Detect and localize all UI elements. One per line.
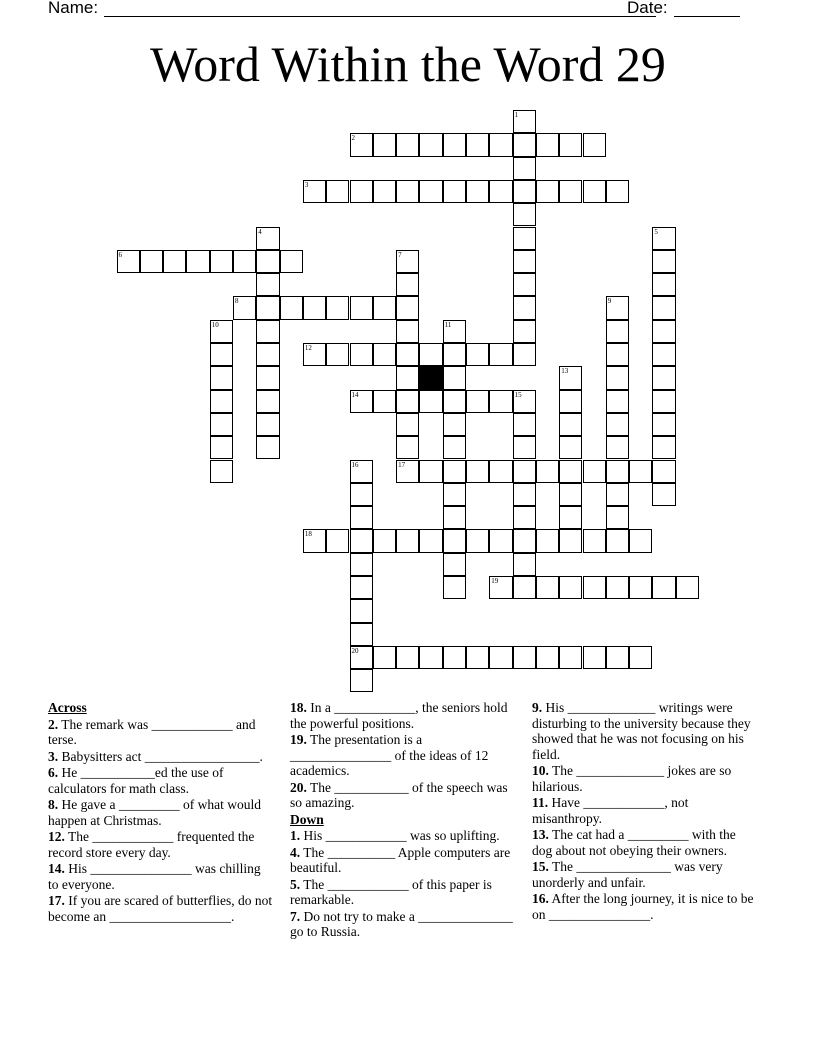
clue-across-12	[48, 829, 274, 860]
clue-column-1	[48, 700, 274, 925]
grid-cell[interactable]	[489, 343, 512, 366]
grid-cell[interactable]	[210, 250, 233, 273]
grid-cell[interactable]	[373, 343, 396, 366]
clue-number: 13.	[532, 827, 549, 842]
grid-cell[interactable]	[466, 343, 489, 366]
grid-cell[interactable]	[443, 529, 466, 552]
grid-cell[interactable]	[443, 413, 466, 436]
grid-cell[interactable]	[536, 180, 559, 203]
grid-cell[interactable]	[652, 576, 675, 599]
grid-cell[interactable]	[443, 483, 466, 506]
grid-cell[interactable]	[536, 529, 559, 552]
grid-cell[interactable]	[303, 343, 326, 366]
grid-cell[interactable]	[652, 227, 675, 250]
down-heading: Down	[290, 811, 324, 827]
grid-cell[interactable]	[303, 180, 326, 203]
grid-cell[interactable]	[303, 529, 326, 552]
clue-across-20	[290, 780, 516, 811]
cell-number: 18	[304, 530, 312, 539]
grid-cell[interactable]	[606, 460, 629, 483]
clue-text: Babysitters act _________________.	[58, 748, 263, 764]
clue-down-10	[532, 763, 758, 794]
grid-cell[interactable]	[606, 180, 629, 203]
grid-cell[interactable]	[443, 553, 466, 576]
grid-cell[interactable]	[419, 460, 442, 483]
clue-text: His _____________ writings were disturbing to the university because they showed that he was not focusing on his field.	[532, 700, 751, 762]
grid-cell[interactable]	[396, 413, 419, 436]
clue-number: 16.	[532, 891, 549, 906]
clue-number: 7.	[290, 908, 301, 924]
clue-across-2	[48, 717, 274, 748]
grid-cell[interactable]	[210, 320, 233, 343]
grid-cell[interactable]	[419, 343, 442, 366]
cell-number: 14	[351, 390, 359, 399]
grid-cell[interactable]	[629, 529, 652, 552]
clue-text: His ____________ was so uplifting.	[300, 828, 500, 843]
page-title: Word Within the Word 29	[150, 36, 666, 92]
grid-cell[interactable]	[373, 646, 396, 669]
grid-cell[interactable]	[559, 390, 582, 413]
grid-cell[interactable]	[489, 390, 512, 413]
cell-number: 11	[444, 320, 452, 329]
grid-cell[interactable]	[536, 646, 559, 669]
cell-number: 13	[561, 367, 569, 376]
clue-number: 10.	[532, 763, 549, 778]
grid-cell[interactable]	[210, 390, 233, 413]
grid-cell[interactable]	[443, 460, 466, 483]
grid-cell[interactable]	[443, 366, 466, 389]
clue-number: 1.	[290, 828, 301, 843]
grid-cell[interactable]	[489, 460, 512, 483]
grid-cell[interactable]	[326, 529, 349, 552]
grid-cell[interactable]	[652, 413, 675, 436]
grid-cell[interactable]	[210, 343, 233, 366]
name-label: Name:	[48, 0, 99, 17]
grid-cell[interactable]	[256, 343, 279, 366]
grid-cell[interactable]	[583, 576, 606, 599]
clue-down-11	[532, 795, 758, 826]
grid-cell[interactable]	[350, 576, 373, 599]
grid-cell[interactable]	[396, 250, 419, 273]
cell-number: 1	[514, 111, 519, 119]
grid-cell[interactable]	[559, 460, 582, 483]
grid-cell[interactable]	[629, 576, 652, 599]
grid-cell[interactable]	[513, 576, 536, 599]
grid-cell[interactable]	[513, 203, 536, 226]
grid-cell[interactable]	[419, 529, 442, 552]
grid-cell[interactable]	[513, 250, 536, 273]
cell-number: 19	[491, 577, 499, 585]
clue-text: The presentation is a _______________ of the ideas of 12 academics.	[290, 732, 489, 778]
cell-number: 10	[211, 320, 219, 329]
clue-number: 5.	[290, 876, 301, 892]
grid-cell[interactable]	[419, 390, 442, 413]
clue-down-7	[290, 909, 516, 940]
grid-cell[interactable]	[419, 180, 442, 203]
grid-cell[interactable]	[396, 343, 419, 366]
grid-cell[interactable]	[350, 623, 373, 646]
clue-number: 3.	[48, 748, 59, 764]
grid-cell[interactable]	[559, 576, 582, 599]
grid-cell[interactable]	[210, 366, 233, 389]
grid-cell[interactable]	[443, 506, 466, 529]
grid-cell[interactable]	[443, 436, 466, 459]
grid-cell[interactable]	[513, 180, 536, 203]
grid-cell[interactable]	[513, 343, 536, 366]
clue-down-5	[290, 877, 516, 908]
clue-number: 2.	[48, 716, 59, 732]
clue-column-3	[532, 700, 758, 923]
grid-cell[interactable]	[350, 390, 373, 413]
grid-cell[interactable]	[513, 413, 536, 436]
grid-cell[interactable]	[117, 250, 140, 273]
grid-cell[interactable]	[466, 390, 489, 413]
cell-number: 12	[304, 344, 312, 352]
clue-text: The ___________ of the speech was so amazing.	[290, 779, 508, 810]
grid-cell[interactable]	[233, 296, 256, 319]
clue-text: The _____________ jokes are so hilarious.	[532, 763, 732, 794]
grid-cell[interactable]	[256, 296, 279, 319]
grid-cell[interactable]	[652, 483, 675, 506]
grid-cell[interactable]	[652, 273, 675, 296]
grid-cell[interactable]	[513, 506, 536, 529]
clue-down-16	[532, 891, 758, 922]
grid-cell[interactable]	[466, 646, 489, 669]
grid-cell[interactable]	[373, 180, 396, 203]
clue-across-14	[48, 861, 274, 892]
grid-cell[interactable]	[583, 180, 606, 203]
clue-number: 17.	[48, 893, 65, 908]
grid-cell[interactable]	[210, 460, 233, 483]
grid-cell[interactable]	[536, 576, 559, 599]
grid-cell[interactable]	[373, 133, 396, 156]
clue-down-9	[532, 700, 758, 762]
grid-cell[interactable]	[396, 436, 419, 459]
grid-cell[interactable]	[629, 646, 652, 669]
clue-across-18	[290, 700, 516, 731]
grid-cell[interactable]	[443, 646, 466, 669]
grid-cell[interactable]	[489, 133, 512, 156]
grid-cell[interactable]	[256, 413, 279, 436]
grid-cell[interactable]	[443, 576, 466, 599]
grid-cell[interactable]	[606, 366, 629, 389]
grid-cell[interactable]	[559, 646, 582, 669]
grid-cell[interactable]	[559, 529, 582, 552]
grid-cell[interactable]	[256, 227, 279, 250]
grid-cell[interactable]	[396, 296, 419, 319]
grid-cell[interactable]	[606, 343, 629, 366]
grid-cell[interactable]	[489, 529, 512, 552]
grid-cell[interactable]	[373, 296, 396, 319]
grid-cell[interactable]	[513, 296, 536, 319]
grid-cell[interactable]	[583, 460, 606, 483]
clue-text: The cat had a _________ with the dog about not obeying their owners.	[532, 827, 736, 858]
grid-cell[interactable]	[513, 133, 536, 156]
grid-cell[interactable]	[489, 180, 512, 203]
cell-number: 2	[351, 134, 355, 143]
clue-number: 12.	[48, 829, 65, 844]
grid-cell[interactable]	[606, 436, 629, 459]
grid-cell[interactable]	[513, 110, 536, 133]
grid-cell[interactable]	[466, 460, 489, 483]
grid-cell[interactable]	[583, 529, 606, 552]
grid-cell[interactable]	[559, 133, 582, 156]
clue-text: He gave a _________ of what would happen at Christmas.	[48, 797, 261, 828]
grid-cell[interactable]	[350, 133, 373, 156]
clue-down-4	[290, 845, 516, 876]
clue-text: The ____________ frequented the record store every day.	[48, 829, 255, 860]
cell-number: 17	[398, 460, 406, 469]
clue-text: Do not try to make a ______________ go to Russia.	[290, 908, 513, 939]
cell-number: 20	[351, 646, 359, 655]
cell-number: 16	[351, 460, 359, 469]
grid-cell[interactable]	[443, 343, 466, 366]
clue-across-17	[48, 893, 274, 924]
clue-text: The remark was ____________ and terse.	[48, 716, 256, 747]
grid-cell[interactable]	[350, 646, 373, 669]
grid-cell[interactable]	[513, 646, 536, 669]
grid-cell[interactable]	[513, 529, 536, 552]
grid-cell[interactable]	[350, 506, 373, 529]
grid-cell[interactable]	[652, 366, 675, 389]
grid-cell[interactable]	[652, 436, 675, 459]
grid-cell[interactable]	[233, 250, 256, 273]
grid-cell[interactable]	[652, 343, 675, 366]
grid-cell[interactable]	[280, 250, 303, 273]
clue-text: The __________ Apple computers are beautiful.	[290, 844, 511, 875]
grid-cell[interactable]	[513, 460, 536, 483]
grid-cell[interactable]	[280, 296, 303, 319]
clue-number: 18.	[290, 700, 307, 715]
grid-cell[interactable]	[373, 390, 396, 413]
grid-cell[interactable]	[652, 250, 675, 273]
clue-across-3	[48, 749, 274, 765]
grid-cell[interactable]	[350, 180, 373, 203]
grid-cell[interactable]	[652, 296, 675, 319]
grid-cell[interactable]	[350, 343, 373, 366]
grid-cell[interactable]	[559, 366, 582, 389]
grid-cell[interactable]	[350, 669, 373, 692]
grid-cell[interactable]	[606, 506, 629, 529]
clue-text: In a ____________, the seniors hold the powerful positions.	[290, 700, 508, 731]
date-label: Date:	[627, 0, 668, 17]
grid-cell[interactable]	[466, 133, 489, 156]
cell-number: 5	[654, 227, 658, 236]
clue-number: 6.	[48, 765, 59, 780]
clue-across-19	[290, 732, 516, 779]
grid-cell[interactable]	[256, 320, 279, 343]
grid-cell[interactable]	[210, 413, 233, 436]
clue-number: 20.	[290, 779, 307, 795]
grid-cell[interactable]	[350, 529, 373, 552]
grid-cell[interactable]	[536, 460, 559, 483]
clue-number: 8.	[48, 797, 59, 812]
grid-cell[interactable]	[256, 436, 279, 459]
grid-cell[interactable]	[676, 576, 699, 599]
grid-cell[interactable]	[326, 343, 349, 366]
grid-cell[interactable]	[513, 483, 536, 506]
grid-cell[interactable]	[350, 553, 373, 576]
black-cell	[419, 366, 442, 389]
cell-number: 8	[235, 297, 239, 306]
grid-cell[interactable]	[536, 133, 559, 156]
grid-cell[interactable]	[466, 529, 489, 552]
grid-cell[interactable]	[652, 460, 675, 483]
grid-cell[interactable]	[559, 483, 582, 506]
grid-cell[interactable]	[583, 133, 606, 156]
grid-cell[interactable]	[396, 529, 419, 552]
grid-cell[interactable]	[513, 553, 536, 576]
clue-column-2	[290, 700, 516, 941]
cell-number: 7	[398, 250, 402, 259]
grid-cell[interactable]	[606, 296, 629, 319]
grid-cell[interactable]	[489, 646, 512, 669]
clue-text: If you are scared of butterflies, do not become an __________________.	[48, 893, 273, 924]
grid-cell[interactable]	[606, 646, 629, 669]
grid-cell[interactable]	[350, 296, 373, 319]
grid-cell[interactable]	[419, 646, 442, 669]
grid-cell[interactable]	[443, 180, 466, 203]
grid-cell[interactable]	[443, 390, 466, 413]
grid-cell[interactable]	[303, 296, 326, 319]
grid-cell[interactable]	[396, 366, 419, 389]
clue-number: 15.	[532, 859, 549, 874]
grid-cell[interactable]	[350, 483, 373, 506]
clue-text: The ____________ of this paper is remarkable.	[290, 876, 492, 907]
grid-cell[interactable]	[140, 250, 163, 273]
grid-cell[interactable]	[513, 390, 536, 413]
cell-number: 3	[304, 180, 309, 189]
grid-cell[interactable]	[396, 460, 419, 483]
grid-cell[interactable]	[373, 529, 396, 552]
clue-text: Have ____________, not misanthropy.	[532, 795, 689, 826]
grid-cell[interactable]	[396, 273, 419, 296]
grid-cell[interactable]	[443, 133, 466, 156]
grid-cell[interactable]	[489, 576, 512, 599]
grid-cell[interactable]	[513, 436, 536, 459]
cell-number: 4	[258, 227, 262, 236]
grid-cell[interactable]	[513, 320, 536, 343]
clue-text: After the long journey, it is nice to be on _______________.	[532, 891, 754, 922]
grid-cell[interactable]	[583, 646, 606, 669]
grid-cell[interactable]	[419, 133, 442, 156]
grid-cell[interactable]	[652, 320, 675, 343]
clue-across-6	[48, 765, 274, 796]
grid-cell[interactable]	[559, 413, 582, 436]
grid-cell[interactable]	[606, 320, 629, 343]
clue-number: 9.	[532, 700, 543, 715]
grid-cell[interactable]	[652, 390, 675, 413]
grid-cell[interactable]	[606, 413, 629, 436]
clue-number: 11.	[532, 795, 549, 810]
grid-cell[interactable]	[256, 250, 279, 273]
grid-cell[interactable]	[396, 646, 419, 669]
grid-cell[interactable]	[326, 296, 349, 319]
clue-number: 19.	[290, 732, 307, 747]
grid-cell[interactable]	[186, 250, 209, 273]
grid-cell[interactable]	[606, 576, 629, 599]
clue-down-15	[532, 859, 758, 890]
grid-cell[interactable]	[396, 180, 419, 203]
grid-cell[interactable]	[326, 180, 349, 203]
grid-cell[interactable]	[513, 273, 536, 296]
grid-cell[interactable]	[210, 436, 233, 459]
grid-cell[interactable]	[443, 320, 466, 343]
grid-cell[interactable]	[350, 460, 373, 483]
clue-across-8	[48, 797, 274, 828]
cell-number: 9	[607, 297, 612, 306]
grid-cell[interactable]	[559, 436, 582, 459]
grid-cell[interactable]	[606, 483, 629, 506]
grid-cell[interactable]	[256, 273, 279, 296]
cell-number: 15	[514, 390, 522, 399]
grid-cell[interactable]	[513, 157, 536, 180]
grid-cell[interactable]	[396, 320, 419, 343]
grid-cell[interactable]	[559, 180, 582, 203]
grid-cell[interactable]	[163, 250, 186, 273]
clue-text: He ___________ed the use of calculators for math class.	[48, 765, 224, 796]
grid-cell[interactable]	[513, 227, 536, 250]
grid-cell[interactable]	[466, 180, 489, 203]
grid-cell[interactable]	[396, 390, 419, 413]
grid-cell[interactable]	[629, 460, 652, 483]
grid-cell[interactable]	[256, 390, 279, 413]
grid-cell[interactable]	[396, 133, 419, 156]
grid-cell[interactable]	[256, 366, 279, 389]
cell-number: 6	[118, 250, 122, 259]
clue-text: The ______________ was very unorderly and unfair.	[532, 859, 723, 890]
clue-down-1	[290, 828, 516, 844]
clue-text: His _______________ was chilling to everyone.	[48, 861, 261, 892]
clue-number: 4.	[290, 844, 301, 860]
clue-down-13	[532, 827, 758, 858]
grid-cell[interactable]	[350, 599, 373, 622]
grid-cell[interactable]	[606, 390, 629, 413]
across-heading: Across	[48, 700, 87, 715]
grid-cell[interactable]	[606, 529, 629, 552]
clue-number: 14.	[48, 861, 65, 876]
grid-cell[interactable]	[559, 506, 582, 529]
